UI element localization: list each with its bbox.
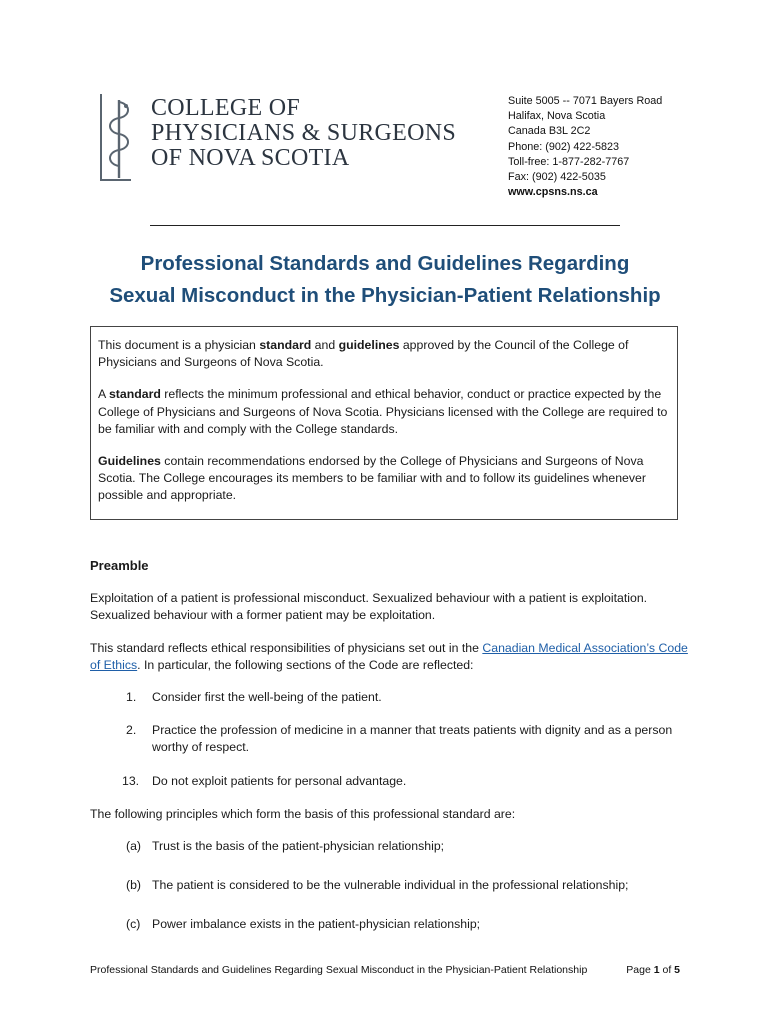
address-line-2: Halifax, Nova Scotia	[508, 110, 606, 123]
bold-term: standard	[259, 338, 312, 352]
bold-term: standard	[108, 387, 161, 402]
fax-number: Fax: (902) 422-5035	[508, 171, 606, 184]
text-span: This document is a physician	[98, 338, 260, 352]
list-item	[90, 722, 690, 756]
text-span: of	[659, 964, 675, 976]
text-span: and	[311, 338, 339, 352]
preamble-heading: Preamble	[90, 558, 149, 573]
list-item	[90, 773, 690, 790]
list-item	[90, 877, 690, 894]
notice-paragraph-3	[98, 453, 670, 505]
notice-paragraph-2	[98, 386, 670, 438]
title-line-2: Sexual Misconduct in the Physician-Patient Relationship	[109, 284, 661, 307]
list-number: 2.	[126, 723, 137, 738]
rod-of-asclepius-icon	[95, 92, 135, 184]
list-item	[90, 916, 690, 933]
address-line-3: Canada B3L 2C2	[508, 125, 591, 138]
text-span: approved by the Council of the College of Physicians and Surgeons of Nova Scotia.	[98, 338, 629, 370]
list-text: The patient is considered to be the vulnerable individual in the professional relationship;	[152, 878, 629, 893]
college-logo	[95, 92, 457, 187]
list-text: Consider first the well-being of the patient.	[152, 690, 382, 705]
bold-term: Guidelines	[98, 454, 161, 469]
current-page: 1	[653, 964, 660, 976]
total-pages: 5	[674, 964, 680, 976]
contact-address	[508, 94, 662, 200]
header-divider	[150, 225, 620, 226]
preamble-paragraph-2	[90, 640, 690, 674]
title-line-1: Professional Standards and Guidelines Regarding	[140, 252, 630, 275]
document-title	[40, 248, 730, 312]
logo-line-1: COLLEGE OF	[151, 95, 300, 121]
footer-title: Professional Standards and Guidelines Regarding Sexual Misconduct in the Physician-Patient Relationship	[90, 964, 588, 976]
logo-line-3: OF NOVA SCOTIA	[151, 145, 350, 171]
preamble-paragraph-1: Exploitation of a patient is professional misconduct. Sexualized behaviour with a patient is exploitation. Sexualized behaviour with a former patient may be exploitation.	[90, 591, 648, 623]
list-item	[90, 838, 690, 855]
text-span: contain recommendations endorsed by the College of Physicians and Surgeons of Nova Scotia. The College encourages its members to be familiar with and to follow its guidelines whenever possible and appropriate.	[98, 454, 646, 503]
phone-number: Phone: (902) 422-5823	[508, 140, 620, 153]
college-name	[151, 96, 456, 171]
list-item	[90, 689, 690, 706]
list-number: 1.	[126, 690, 137, 705]
tollfree-number: Toll-free: 1-877-282-7767	[508, 155, 630, 168]
bold-term: guidelines	[338, 338, 400, 352]
list-number: (c)	[126, 917, 141, 932]
notice-paragraph-1	[98, 337, 670, 371]
code-sections-list	[90, 689, 690, 790]
page-indicator	[626, 964, 680, 976]
text-span: reflects the minimum professional and ethical behavior, conduct or practice expected by the College of Physicians and Surgeons of Nova Scotia. Physicians licensed with the College are required to be familiar with and comply with the College standards.	[98, 387, 668, 436]
list-text: Trust is the basis of the patient-physician relationship;	[152, 839, 445, 854]
list-number: (b)	[126, 878, 142, 893]
website-link[interactable]: www.cpsns.ns.ca	[508, 186, 598, 199]
list-number: 13.	[122, 773, 140, 788]
list-text: Do not exploit patients for personal advantage.	[152, 773, 407, 788]
text-span: Page	[626, 964, 654, 976]
list-number: (a)	[126, 839, 142, 854]
principles-list	[90, 838, 690, 934]
principles-intro: The following principles which form the basis of this professional standard are:	[90, 806, 516, 821]
text-span: A	[98, 387, 109, 402]
address-line-1: Suite 5005 -- 7071 Bayers Road	[508, 95, 663, 107]
logo-line-2: PHYSICIANS & SURGEONS	[151, 120, 457, 146]
standards-notice-box	[90, 326, 678, 520]
text-span: This standard reflects ethical responsibilities of physicians set out in the	[90, 640, 483, 655]
list-text: Power imbalance exists in the patient-physician relationship;	[152, 917, 481, 932]
cma-code-of-ethics-link[interactable]: Canadian Medical Association’s Code of Ethics	[90, 640, 688, 672]
text-span: . In particular, the following sections of the Code are reflected:	[137, 657, 474, 672]
list-text: Practice the profession of medicine in a manner that treats patients with dignity and as a person worthy of respect.	[152, 723, 673, 755]
document-body	[90, 557, 690, 950]
